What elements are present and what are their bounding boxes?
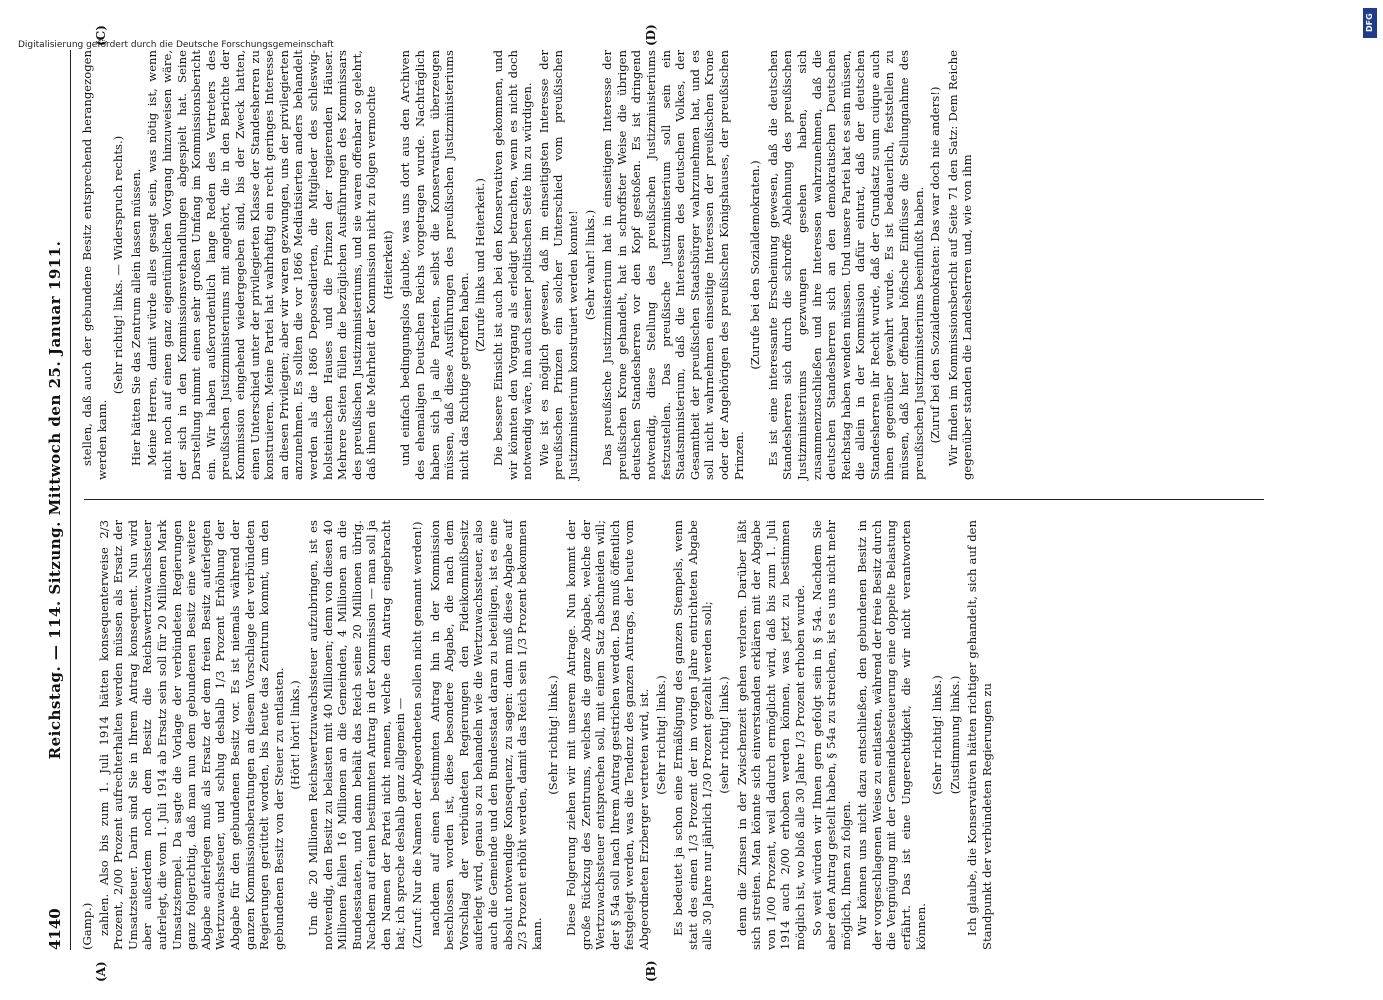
left-column-paragraph: Ich glaube, die Konservativen hätten richtiger gehandelt, sich auf den Standpunkt der verbündeten Regierungen zu <box>965 520 995 950</box>
column-divider <box>84 499 1264 500</box>
right-column-interjection: (Zurufe links und Heiterkeit.) <box>473 178 488 352</box>
right-column-paragraph: Meine Herren, damit würde alles gesagt sein, was nötig ist, wenn nicht noch auf einen ganz eigentümlichen Vorgang hinzuweisen wäre, der sich in den Kommissionsverhandlungen abgespielt hat. Seine Darstellung nimmt einen sehr großen Umfang im Kommissionsbericht ein. Wir haben außerordentlich lange Reden des Vertreters des preußischen Justizministeriums mit angehört, die in den Berichte der Kommission eingehend wiedergegeben sind, bis der Zweck hatten, einen Unterschied unter der privilegierten Klasse der Standesherren zu konstruieren. Meine Partei hat wahrhaftig ein recht geringes Interesse an diesen Privilegien; aber wir waren gezwungen, uns der privilegierten anzunehmen. Es sollten die vor 1866 Mediatisierten anders behandelt werden als die 1866 Depossedierten, die Mitglieder des schleswig-holsteinischen Hauses und die Prinzen der regierenden Häuser. Mehrere Seiten füllen die bezüglichen Ausführungen des Kommissars des preußischen Justizministeriums, und sie waren offenbar so gelehrt, daß ihnen die Mehrheit der Kommission nicht zu folgen vermochte <box>145 50 379 480</box>
left-column-paragraph: Wir können uns nicht dazu entschließen, den gebundenen Besitz in der vorgeschlagenen Weise zu entlasten, während der freie Besitz durch die Vergnügung mit der Gemeindebesteuerung eine doppelte Belastung erfährt. Das ist eine Ungerechtigkeit, die wir nicht verantworten können. <box>855 520 928 950</box>
margin-mark-c: (C) <box>94 25 108 46</box>
right-column-paragraph: Wir finden im Kommissionsbericht auf Seite 71 den Satz: Dem Reiche gegenüber standen die Landesherren und, wie von ihm <box>945 50 975 480</box>
running-title: Reichstag. — 114. Sitzung. Mittwoch den 25. Januar 1911. <box>46 240 64 760</box>
left-column <box>80 520 997 950</box>
left-column-interjection: (sehr richtig! links.) <box>716 676 731 794</box>
right-column-paragraph: stellen, daß auch der gebundene Besitz entsprechend herangezogen werden kann. <box>80 50 109 480</box>
left-column-paragraph: Es bedeutet ja schon eine Ermäßigung des ganzen Stempels, wenn statt des einen 1/3 Prozent der im vorigen Jahre entrichteten Abgabe alle 30 Jahre nur jährlich 1/30 Prozent gezahlt werden soll; <box>671 520 715 950</box>
left-column-interjection: (Sehr richtig! links.) <box>653 675 668 795</box>
right-column-paragraph: Die bessere Einsicht ist auch bei den Konservativen gekommen, und wir könnten den Vorgang als erledigt betrachten, wenn es nicht doch notwendig wäre, ihn auch seiner politischen Seite hin zu würdigen. <box>491 50 535 480</box>
digitization-credit: Digitalisierung gefördert durch die Deutsche Forschungsgemeinschaft <box>18 40 334 50</box>
right-column-paragraph: Hier hätten Sie das Zentrum allein lassen müssen. <box>128 168 143 466</box>
left-column-interjection: (Hört! hört! links.) <box>288 680 303 790</box>
left-column-paragraph: zahlen. Also bis zum 1. Juli 1914 hätten konsequenterweise 2/3 Prozent, 2/00 Prozent aufrechterhalten werden müssen als Ersatz der Umsatzsteuer. Darin sind Sie in Ihrem Antrag konsequent. Nun wird aber außerdem noch dem Besitz die Reichswertzuwachssteuer auferlegt, die vom 1. Juli 1914 ab Ersatz sein soll für 20 Millionen Mark Umsatzstempel. Da sagte die Vorlage der verbündeten Regierungen ganz folgerichtig, daß man nun dem gebundenen Besitz eine weitere Abgabe auferlegen muß als Ersatz der dem freien Besitz auferlegten Wertzuwachssteuer, und schlug deshalb 1/3 Prozent Erhöhung der Abgabe für den gebundenen Besitz vor. Es ist niemals während der ganzen Kommissionsberatungen an diesem Vorschlage der verbündeten Regierungen gerüttelt worden, bis heute das Zentrum kommt, um den gebundenen Besitz von der Steuer zu entlasten. <box>96 520 286 950</box>
page-number: 4140 <box>46 908 64 950</box>
right-column-paragraph: Wie ist es möglich gewesen, daß im einseitigsten Interesse der preußischen Prinzen ein solcher Unterschied vom preußischen Justizministerium konstruiert werden konnte! <box>536 50 580 480</box>
right-column-interjection: (Zurufe bei den Sozialdemokraten.) <box>748 160 763 370</box>
right-column-paragraph: Es ist eine interessante Erscheinung gewesen, daß die deutschen Standesherren sich durch die schroffe Ablehnung des preußischen Justizministeriums gezwungen gesehen haben, sich zusammenzuschließen und ihre Interessen wahrzunehmen, daß die deutschen Standesherren sich an den demokratischen Deutschen Reichstag haben wenden müssen. Und unsere Partei hat es sein müssen, die allein in der Kommission dafür eintrat, daß der deutschen Standesherren ihr Recht wurde, daß der Grundsatz suum cuique auch ihnen gegenüber gewahrt wurde. Es ist bedauerlich, feststellen zu müssen, daß hier offenbar höfische Einflüsse die Stellungnahme des preußischen Justizministeriums beeinflußt haben. <box>765 50 926 480</box>
dfg-logo: DFG <box>1363 8 1377 38</box>
right-column <box>80 50 977 480</box>
right-column-interjection: (Zuruf bei den Sozialdemokraten: Das war doch nie anders!) <box>928 86 943 444</box>
left-column-paragraph: Um die 20 Millionen Reichswertzuwachssteuer aufzubringen, ist es notwendig, den Besitz zu belasten mit 40 Millionen; denn von diesen 40 Millionen fallen 16 Millionen an die Gemeinden, 4 Millionen an die Bundesstaaten, und dann behält das Reich seine 20 Millionen übrig. Nachdem auf einen bestimmten Antrag in der Kommission — man soll ja den Namen der Partei nicht nennen, welche den Antrag eingebracht hat; ich spreche deshalb ganz allgemein — <box>305 520 408 950</box>
page-header <box>40 50 71 950</box>
left-column-paragraph: nachdem auf einen bestimmten Antrag hin in der Kommission beschlossen worden ist, diese besondere Abgabe, die nach dem Vorschlag der verbündeten Regierungen den Fideikommißbesitz auferlegt wird, genau so zu behandeln wie die Wertzuwachssteuer, also auch die Gemeinde und den Bundesstaat daran zu beteiligen, ist es eine absolut notwendige Konsequenz, zu sagen: dann muß diese Abgabe auf 2/3 Prozent erhöht werden, damit das Reich sein 1/3 Prozent bekommen kann. <box>427 520 544 950</box>
left-column-interjection: (Zuruf: Nur die Namen der Abgeordneten sollen nicht genannt werden!) <box>410 521 425 949</box>
right-column-paragraph: Das preußische Justizministerium hat in einseitigem Interesse der preußischen Krone gehandelt, hat in schroffster Weise die übrigen deutschen Standesherren vor den Kopf gestoßen. Es ist dringend notwendig, diese Stellung des preußischen Justizministeriums festzustellen. Das preußische Justizministerium soll sein ein Staatsministerium, daß die Interessen des deutschen Volkes, der Gesamtheit der preußischen Staatsbürger wahrzunehmen hat, und es soll nicht wahrnehmen einseitige Interessen der preußischen Krone oder der Angehörigen des preußischen Königshauses, der preußischen Prinzen. <box>600 50 746 480</box>
right-column-paragraph: und einfach bedingungslos glaubte, was uns dort aus den Archiven des ehemaligen Deutschen Reichs vorgetragen wurde. Nachträglich haben sich ja alle Parteien, selbst die Konservativen überzeugen müssen, daß diese Ausführungen des preußischen Justizministeriums nicht das Richtige getroffen haben. <box>398 50 471 480</box>
left-column-interjection: (Sehr richtig! links.) <box>930 675 945 795</box>
left-column-paragraph: So weit würden wir Ihnen gern gefolgt sein in § 54a. Nachdem Sie aber den Antrag gestellt haben, § 54a zu streichen, ist es uns nicht mehr möglich, Ihnen zu folgen. <box>809 520 853 950</box>
right-column-interjection: (Sehr richtig! links. — Widerspruch rechts.) <box>111 135 126 395</box>
margin-mark-d: (D) <box>644 24 658 46</box>
speaker-label: (Gamp.) <box>80 902 94 950</box>
margin-mark-b: (B) <box>644 960 658 982</box>
right-column-interjection: (Sehr wahr! links.) <box>582 209 597 321</box>
margin-mark-a: (A) <box>94 961 108 982</box>
left-column-paragraph: Diese Folgerung ziehen wir mit unserem Antrage. Nun kommt der große Rückzug des Zentrums, welches die ganze Abgabe, welche der Wertzuwachssteuer entsprechen soll, mit einem Satz abschneiden will; der § 54a soll nach Ihrem Antrag gestrichen werden. Das muß öffentlich festgelegt werden, was die Tendenz des ganzen Antrags, der heute vom Abgeordneten Erzberger vertreten wird, ist. <box>564 520 651 950</box>
left-column-paragraph: denn die Zinsen in der Zwischenzeit gehen verloren. Darüber läßt sich streiten. Man könnte sich einverstanden erklären mit der Abgabe von 1/00 Prozent, weil dadurch ermöglicht wird, daß bis zum 1. Juli 1914 auch 2/00 erhoben werden können, was jetzt zu bestimmen möglich ist, wo bloß alle 30 Jahre 1/3 Prozent erhoben wurde. <box>734 520 807 950</box>
left-column-interjection: (Sehr richtig! links.) <box>546 675 561 795</box>
right-column-interjection: (Heiterkeit) <box>380 230 395 300</box>
left-column-interjection: (Zustimmung links.) <box>947 675 962 795</box>
